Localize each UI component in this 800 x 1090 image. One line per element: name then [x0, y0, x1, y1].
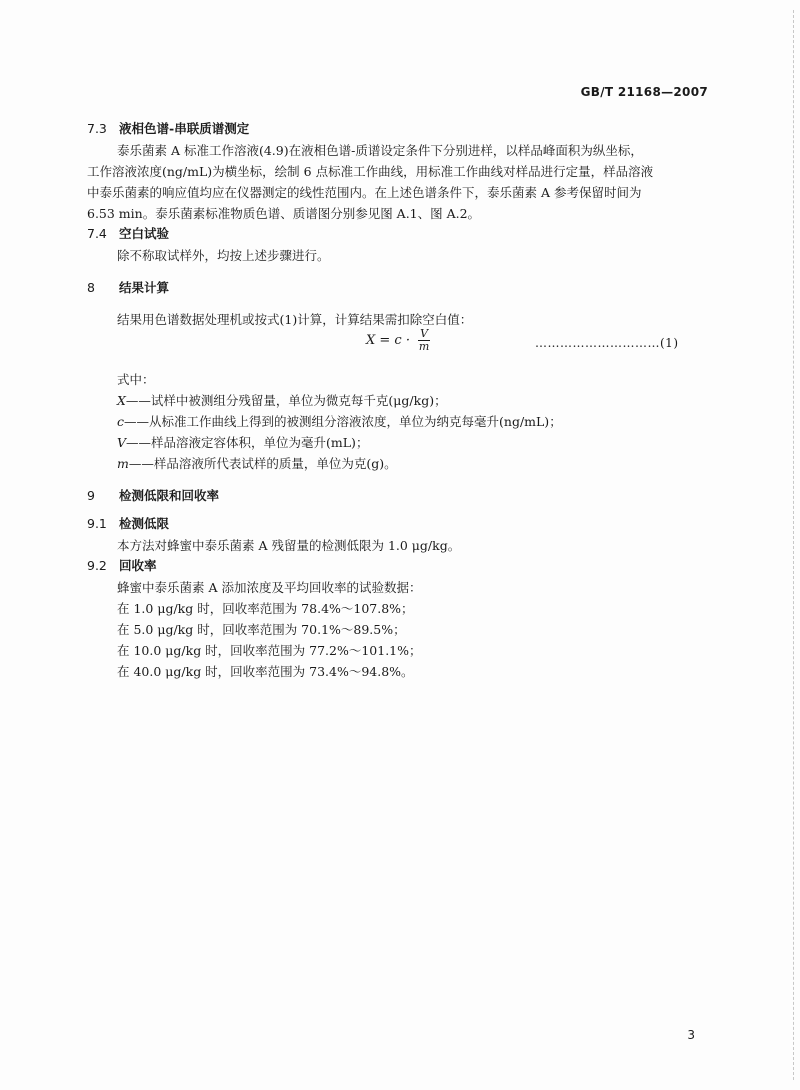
variable-definition [117, 456, 397, 472]
section-7-4-heading [87, 226, 169, 242]
section-number: 7.3 [87, 121, 107, 136]
variable-description: ——从标准工作曲线上得到的被测组分溶液浓度，单位为纳克每毫升(ng/mL)； [124, 414, 562, 429]
section-title: 检测低限和回收率 [119, 488, 220, 503]
fraction-denominator: m [418, 340, 430, 353]
recovery-item: 在 40.0 μg/kg 时，回收率范围为 73.4%～94.8%。 [117, 664, 414, 679]
formula-1 [366, 328, 430, 360]
formula-lhs: X = c · [366, 333, 410, 348]
variable-definition [117, 435, 368, 451]
page-number: 3 [687, 1028, 695, 1042]
section-9-2-heading [87, 558, 157, 574]
fraction-numerator: V [420, 327, 429, 340]
section-number: 7.4 [87, 226, 107, 241]
variable-description: ——样品溶液所代表试样的质量，单位为克(g)。 [128, 456, 397, 471]
section-9-heading [87, 488, 219, 504]
variable-symbol: V [117, 435, 127, 450]
variable-description: ——试样中被测组分残留量，单位为微克每千克(μg/kg)； [125, 393, 447, 408]
paragraph-line: 工作溶液浓度(ng/mL)为横坐标，绘制 6 点标准工作曲线，用标准工作曲线对样品进行定量，样品溶液 [87, 164, 654, 179]
where-label: 式中： [117, 372, 155, 387]
variable-description: ——样品溶液定容体积，单位为毫升(mL)； [126, 435, 369, 450]
paragraph-line: 中泰乐菌素的响应值均应在仪器测定的线性范围内。在上述色谱条件下，泰乐菌素 A 参考保留时间为 [87, 185, 642, 200]
variable-definition [117, 414, 562, 430]
section-title: 空白试验 [119, 226, 170, 241]
formula-fraction [418, 328, 430, 353]
section-number: 9.2 [87, 558, 107, 573]
section-title: 回收率 [119, 558, 157, 573]
equation-number: …………………………(1) [535, 336, 679, 350]
section-number: 9 [87, 488, 95, 503]
paragraph-line: 除不称取试样外，均按上述步骤进行。 [117, 248, 330, 263]
section-title: 检测低限 [119, 516, 170, 531]
paragraph-line: 本方法对蜂蜜中泰乐菌素 A 残留量的检测低限为 1.0 μg/kg。 [117, 538, 461, 553]
variable-symbol: c [117, 414, 125, 429]
paragraph-line: 6.53 min。泰乐菌素标准物质色谱、质谱图分别参见图 A.1、图 A.2。 [87, 206, 481, 221]
section-8-heading [87, 280, 169, 296]
section-9-1-heading [87, 516, 169, 532]
section-7-3-heading [87, 121, 249, 137]
standard-code: GB/T 21168—2007 [580, 85, 708, 99]
variable-symbol: X [117, 393, 126, 408]
variable-definition [117, 393, 447, 409]
section-number: 8 [87, 280, 95, 295]
variable-symbol: m [117, 456, 129, 471]
page-edge-dashes [793, 10, 794, 1080]
recovery-item: 在 1.0 μg/kg 时，回收率范围为 78.4%～107.8%； [117, 601, 414, 616]
recovery-item: 在 10.0 μg/kg 时，回收率范围为 77.2%～101.1%； [117, 643, 422, 658]
paragraph-line: 泰乐菌素 A 标准工作溶液(4.9)在液相色谱-质谱设定条件下分别进样，以样品峰面积为纵坐标， [117, 143, 643, 158]
section-title: 结果计算 [119, 280, 170, 295]
section-number: 9.1 [87, 516, 107, 531]
paragraph-line: 结果用色谱数据处理机或按式(1)计算，计算结果需扣除空白值： [117, 312, 473, 327]
recovery-item: 在 5.0 μg/kg 时，回收率范围为 70.1%～89.5%； [117, 622, 406, 637]
section-title: 液相色谱-串联质谱测定 [119, 121, 250, 136]
paragraph-line: 蜂蜜中泰乐菌素 A 添加浓度及平均回收率的试验数据： [117, 580, 422, 595]
